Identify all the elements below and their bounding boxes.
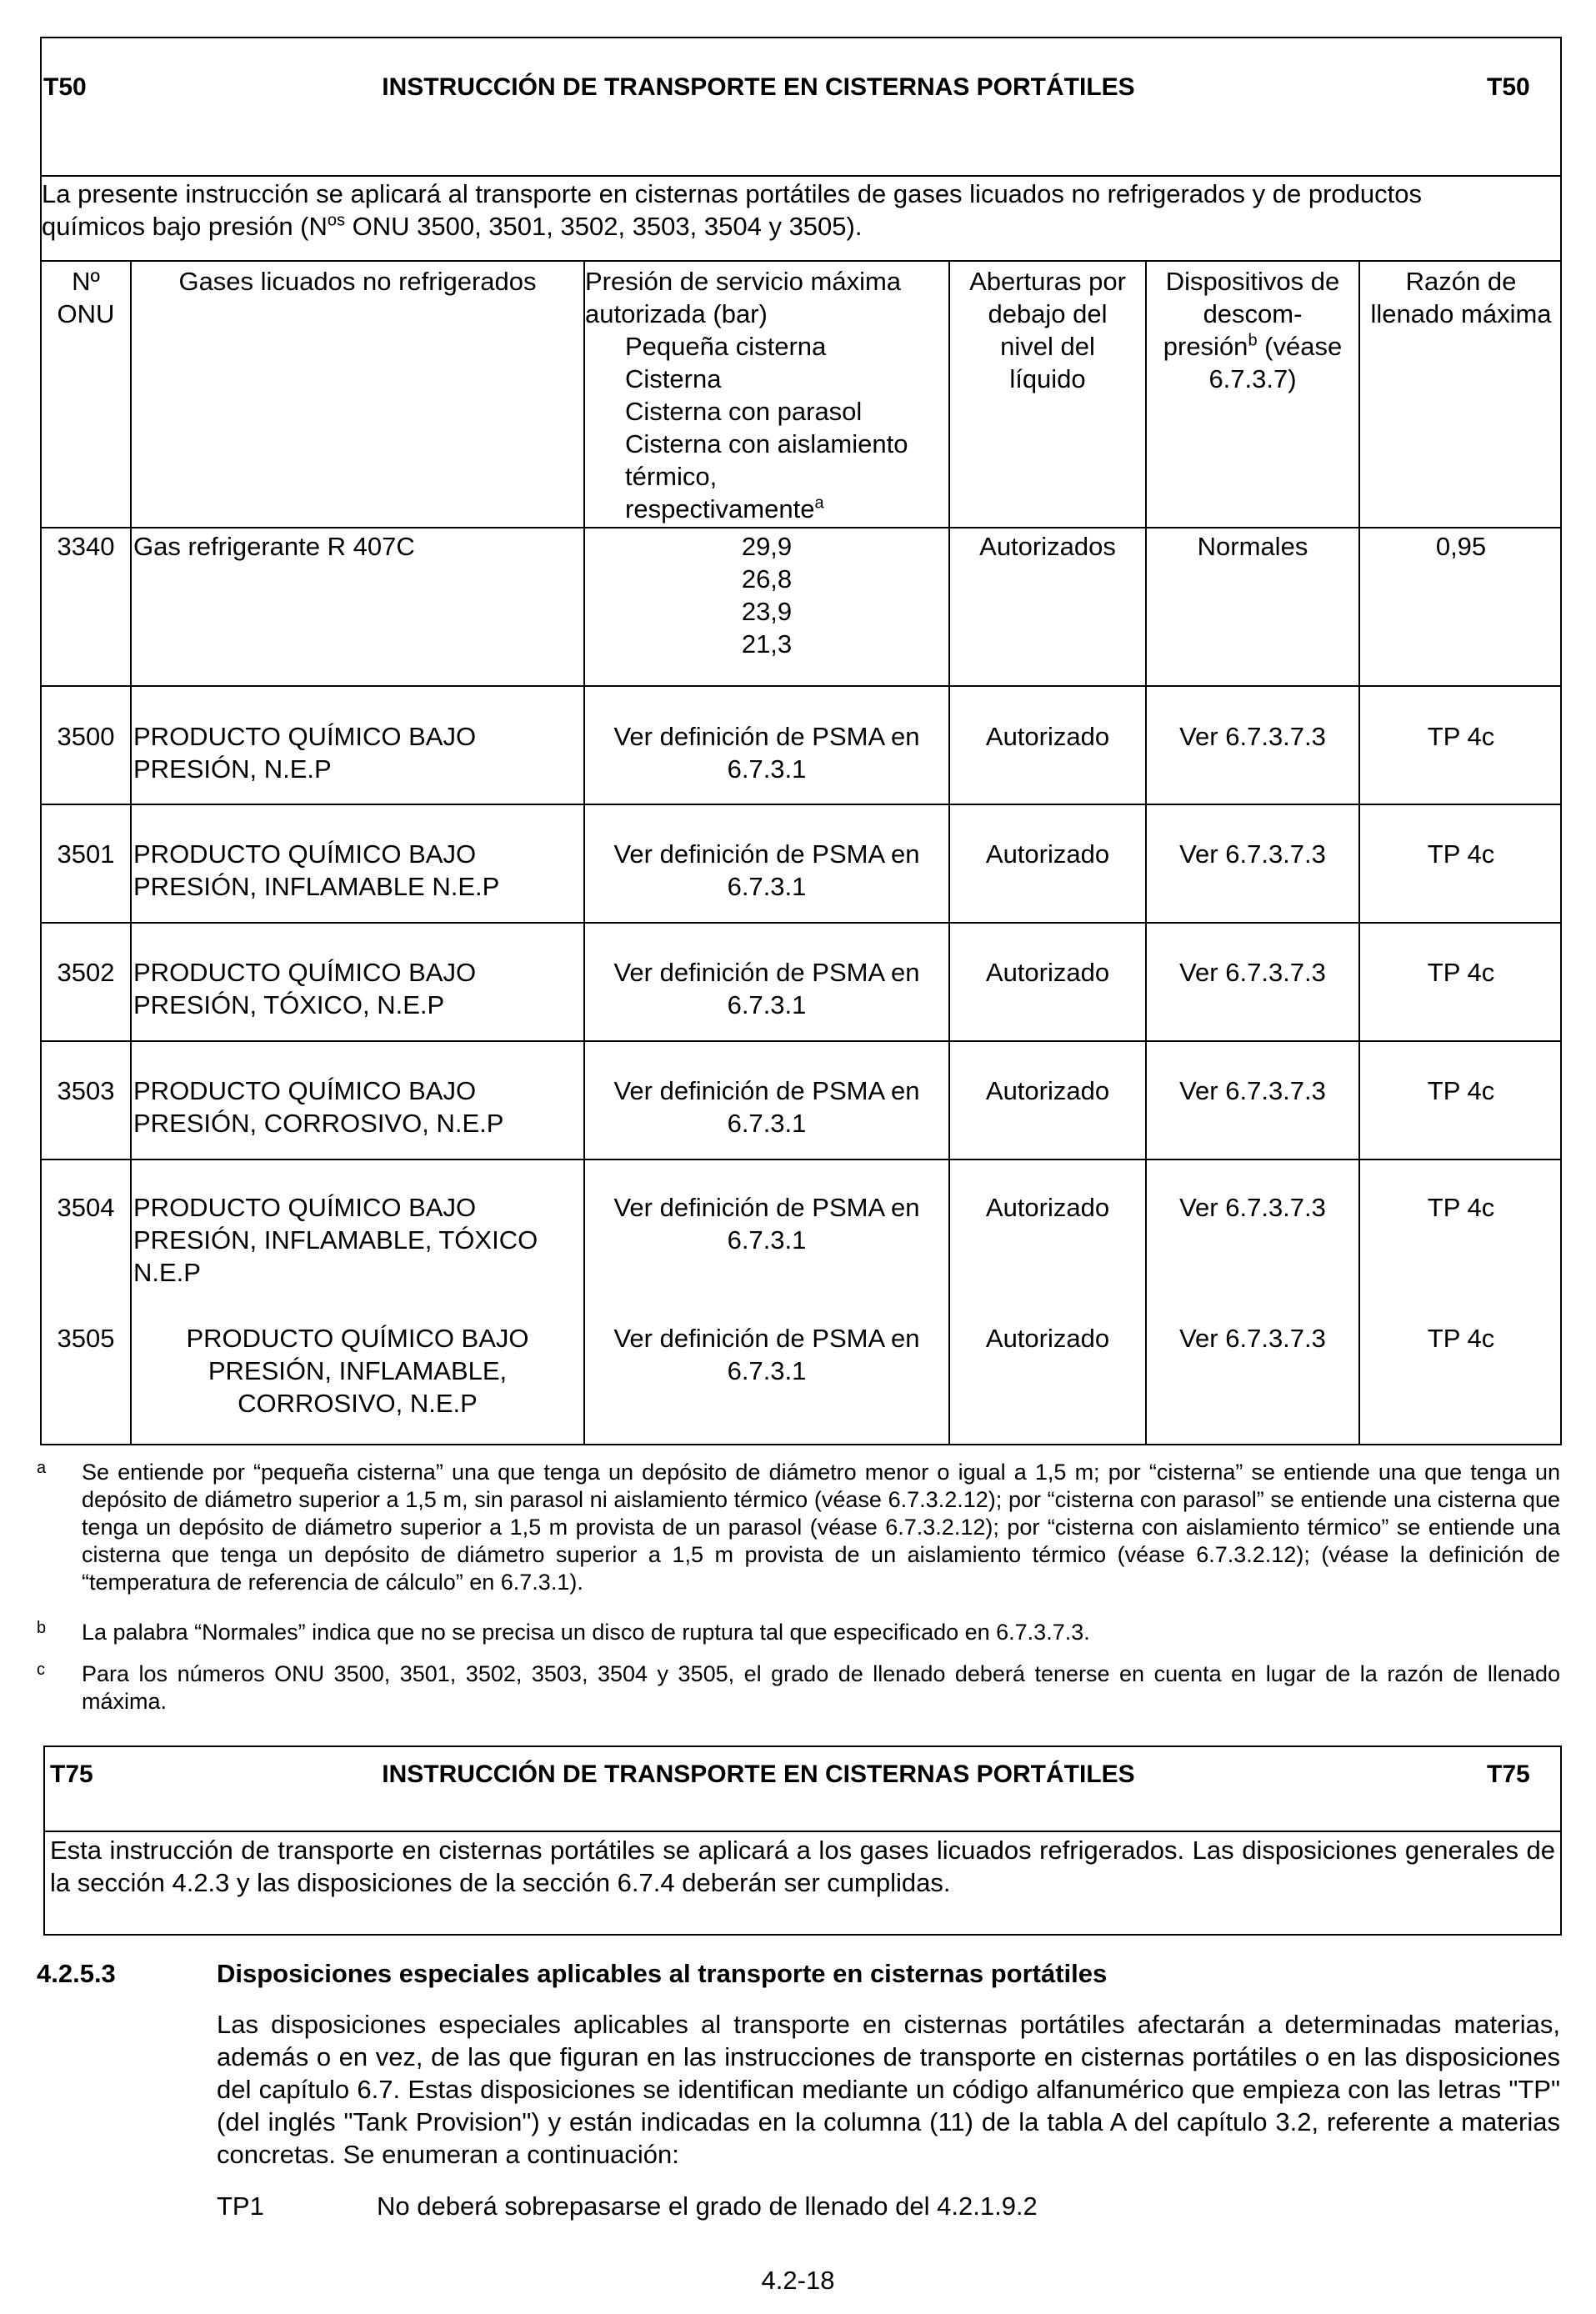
row-devices: Ver 6.7.3.7.3 [1179,1324,1326,1353]
row-pressure: Ver definición de PSMA en 6.7.3.1 [613,1324,920,1385]
row-name: PRODUCTO QUÍMICO BAJO PRESIÓN, INFLAMABLE, CORROSIVO, N.E.P [186,1324,529,1418]
row-openings: Autorizado [985,722,1110,751]
row-devices: Ver 6.7.3.7.3 [1179,958,1326,987]
row-un: 3501 [57,839,115,869]
section-paragraph: Las disposiciones especiales aplicables al transporte en cisternas portátiles afectarán a determinadas materias, además o en vez, de las que figuran en las instrucciones de transporte en cisternas portátiles o en las disposiciones del capítulo 6.7. Estas disposiciones se identifican mediante un código alfanumérico que empieza con las letras "TP" (del inglés "Tank Provision") y están indicadas en la columna (11) de la tabla A del capítulo 3.2, referente a materias concretas. Se enumeran a continuación: [217,2010,1560,2169]
row-pressure: Ver definición de PSMA en 6.7.3.1 [613,958,920,1019]
page-number: 4.2-18 [761,2266,835,2295]
row-openings: Autorizado [985,1324,1110,1353]
row-un: 3340 [57,532,115,561]
header-devices: Dispositivos de descom- presión$^b$ (véase 6.7.3.7) [1163,267,1343,393]
t50-title: INSTRUCCIÓN DE TRANSPORTE EN CISTERNAS PORTÁTILES [382,73,1135,101]
footnote-a: Se entiende por “pequeña cisterna” una que tenga un depósito de diámetro menor o igual a 1,5 m; por “cisterna” se entiende una que tenga un depósito de diámetro superior a 1,5 m, sin parasol ni aislamiento térmico (véase 6.7.3.2.12); por “cisterna con parasol” se entiende una cisterna que tenga un depósito de diámetro superior a 1,5 m provista de un parasol (véase 6.7.3.2.12); por “cisterna con aislamiento térmico” se entiende una cisterna que tenga un depósito de diámetro superior a 1,5 m provista de un aislamiento térmico (véase 6.7.3.2.12); (véase la definición de “temperatura de referencia de cálculo” en 6.7.3.1). [82,1460,1560,1595]
row-devices: Normales [1197,532,1308,561]
row-openings: Autorizado [985,1193,1110,1222]
divider [40,804,1562,805]
divider [43,1831,1562,1832]
row-openings: Autorizado [985,1076,1110,1105]
footnote-mark: c [37,1660,45,1679]
row-un: 3502 [57,958,115,987]
row-fill: TP 4c [1427,722,1495,751]
t50-code-left: T50 [43,73,87,101]
row-un: 3505 [57,1324,115,1353]
row-fill: TP 4c [1427,1324,1495,1353]
tp1-text: No deberá sobrepasarse el grado de llenado del 4.2.1.9.2 [377,2191,1038,2221]
t75-title: INSTRUCCIÓN DE TRANSPORTE EN CISTERNAS PORTÁTILES [382,1761,1135,1788]
divider [40,1040,1562,1042]
divider [40,175,1562,177]
row-pressure: Ver definición de PSMA en 6.7.3.1 [613,722,920,784]
t50-intro [42,178,1558,243]
row-fill: 0,95 [1435,532,1487,561]
row-pressure: 29,9 26,8 23,9 21,3 [741,532,793,659]
row-un: 3500 [57,722,115,751]
header-openings: Aberturas por debajo del nivel del líquido [969,267,1126,393]
footnote-mark: a [37,1459,47,1477]
intro-line-1: La presente instrucción se aplicará al transporte en cisternas portátiles de gases licuados no refrigerados y de productos [42,179,1422,208]
row-name: PRODUCTO QUÍMICO BAJO PRESIÓN, INFLAMABLE, TÓXICO N.E.P [133,1193,538,1287]
row-fill: TP 4c [1427,1076,1495,1105]
divider [40,527,1562,528]
tp1-code: TP1 [217,2191,264,2221]
header-gases: Gases licuados no refrigerados [178,267,537,296]
header-pressure: Presión de servicio máxima autorizada (bar) Pequeña cisterna Cisterna Cisterna con parasol Cisterna con aislamiento térmico, respectivamente$^a$ [585,267,908,523]
col-divider [130,260,132,1445]
section-heading: Disposiciones especiales aplicables al transporte en cisternas portátiles [217,1959,1108,1988]
section-number: 4.2.5.3 [37,1959,116,1988]
row-un: 3504 [57,1193,115,1222]
row-openings: Autorizado [985,839,1110,869]
intro-line-2: químicos bajo presión ($N^{os}$ ONU 3500, 3501, 3502, 3503, 3504 y 3505). [42,211,863,241]
divider [40,922,1562,924]
row-name: Gas refrigerante R 407C [133,532,415,561]
row-name: PRODUCTO QUÍMICO BAJO PRESIÓN, CORROSIVO, N.E.P [133,1076,504,1138]
footnote-c: Para los números ONU 3500, 3501, 3502, 3503, 3504 y 3505, el grado de llenado deberá tenerse en cuenta en lugar de la razón de llenado máxima. [82,1661,1560,1714]
divider [40,685,1562,687]
row-name: PRODUCTO QUÍMICO BAJO PRESIÓN, N.E.P [133,722,477,784]
divider [40,260,1562,262]
row-fill: TP 4c [1427,839,1495,869]
row-openings: Autorizados [979,532,1116,561]
row-devices: Ver 6.7.3.7.3 [1179,722,1326,751]
row-devices: Ver 6.7.3.7.3 [1179,1193,1326,1222]
row-fill: TP 4c [1427,1193,1495,1222]
row-pressure: Ver definición de PSMA en 6.7.3.1 [613,1193,920,1255]
row-openings: Autorizado [985,958,1110,987]
t75-code-left: T75 [50,1761,93,1788]
t75-body: Esta instrucción de transporte en cisternas portátiles se aplicará a los gases licuados refrigerados. Las disposiciones generales de la sección 4.2.3 y las disposiciones de la sección 6.7.4 deberán ser cumplidas. [50,1836,1555,1897]
row-fill: TP 4c [1427,958,1495,987]
row-pressure: Ver definición de PSMA en 6.7.3.1 [613,1076,920,1138]
header-fill: Razón de llenado máxima [1370,267,1552,328]
row-un: 3503 [57,1076,115,1105]
header-un: Nº ONU [57,267,115,328]
t50-code-right: T50 [1487,73,1530,101]
footnote-mark: b [37,1619,47,1637]
row-name: PRODUCTO QUÍMICO BAJO PRESIÓN, TÓXICO, N.E.P [133,958,477,1019]
row-devices: Ver 6.7.3.7.3 [1179,839,1326,869]
row-devices: Ver 6.7.3.7.3 [1179,1076,1326,1105]
row-name: PRODUCTO QUÍMICO BAJO PRESIÓN, INFLAMABLE N.E.P [133,839,500,901]
t75-code-right: T75 [1487,1761,1530,1788]
divider [40,1159,1562,1160]
footnote-b: La palabra “Normales” indica que no se precisa un disco de ruptura tal que especificado en 6.7.3.7.3. [82,1620,1090,1645]
row-pressure: Ver definición de PSMA en 6.7.3.1 [613,839,920,901]
